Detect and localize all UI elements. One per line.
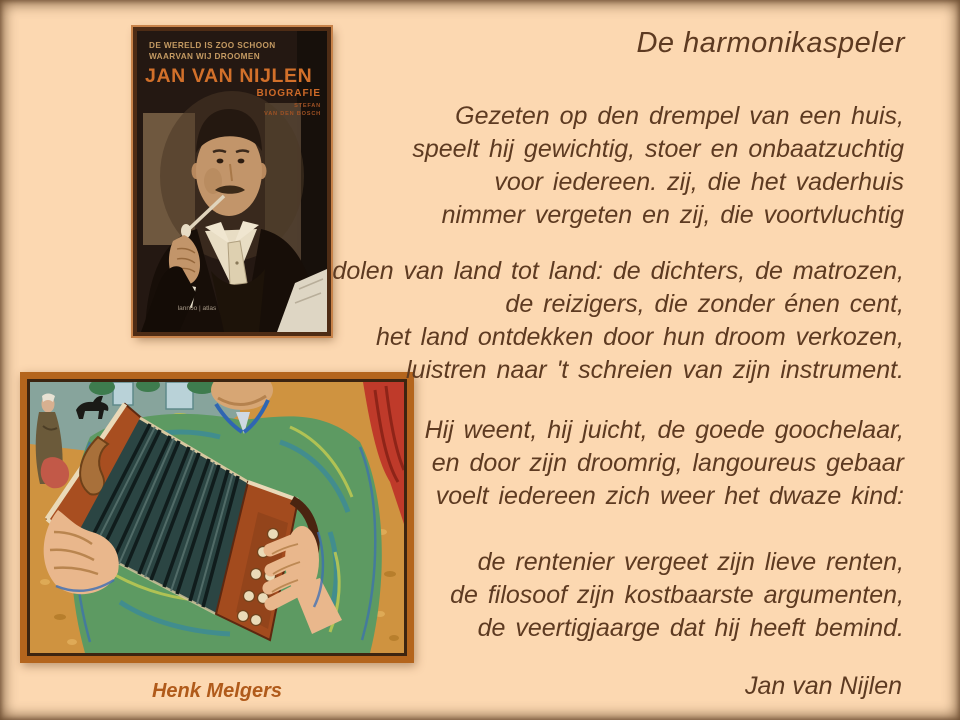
painting-image bbox=[20, 372, 414, 663]
cover-subtitle: BIOGRAFIE bbox=[256, 88, 321, 99]
poem-line: voor iedereen. zij, die het vaderhuis bbox=[494, 168, 904, 196]
poem-line: dolen van land tot land: de dichters, de matrozen, bbox=[332, 257, 904, 285]
poem-line: Gezeten op den drempel van een huis, bbox=[455, 102, 904, 130]
poem-line: Hij weent, hij juicht, de goede goochelaar, bbox=[424, 416, 904, 444]
cover-publisher: lannoo | atlas bbox=[177, 305, 217, 312]
poem-attribution: Jan van Nijlen bbox=[744, 672, 902, 700]
poem-line: de rentenier vergeet zijn lieve renten, bbox=[477, 548, 904, 576]
painting-art bbox=[30, 382, 404, 653]
painting-caption: Henk Melgers bbox=[151, 680, 283, 702]
cover-tagline-1: DE WERELD IS ZOO SCHOON bbox=[149, 41, 276, 50]
poem-stanza-1 bbox=[412, 100, 904, 232]
book-cover-image bbox=[133, 27, 331, 336]
book-cover-art bbox=[137, 31, 327, 332]
poem-line: nimmer vergeten en zij, die voortvluchtig bbox=[441, 201, 904, 229]
poem-line: speelt hij gewichtig, stoer en onbaatzuchtig bbox=[412, 135, 904, 163]
poem-stanza-4 bbox=[450, 546, 904, 645]
page-title: De harmonikaspeler bbox=[636, 27, 905, 59]
poem-line: de veertigjaarge dat hij heeft bemind. bbox=[477, 614, 904, 642]
poem-line: de reizigers, die zonder énen cent, bbox=[505, 290, 904, 318]
poem-line: het land ontdekken door hun droom verkozen, bbox=[375, 323, 904, 351]
cover-tagline-2: WAARVAN WIJ DROOMEN bbox=[149, 52, 261, 61]
cover-title: JAN VAN NIJLEN bbox=[145, 65, 313, 87]
poem-line: en door zijn droomrig, langoureus gebaar bbox=[431, 449, 904, 477]
poem-line: luistren naar 't schreien van zijn instrument. bbox=[406, 356, 904, 384]
poem-stanza-3 bbox=[425, 414, 904, 513]
cover-author-line1: STEFAN bbox=[294, 103, 321, 109]
painting-inner-frame bbox=[27, 379, 407, 656]
poem-line: de filosoof zijn kostbaarste argumenten, bbox=[450, 581, 904, 609]
cover-author-line2: VAN DEN BOSCH bbox=[264, 111, 321, 117]
poem-line: voelt iedereen zich weer het dwaze kind: bbox=[435, 482, 904, 510]
poem-stanza-2 bbox=[332, 255, 904, 387]
